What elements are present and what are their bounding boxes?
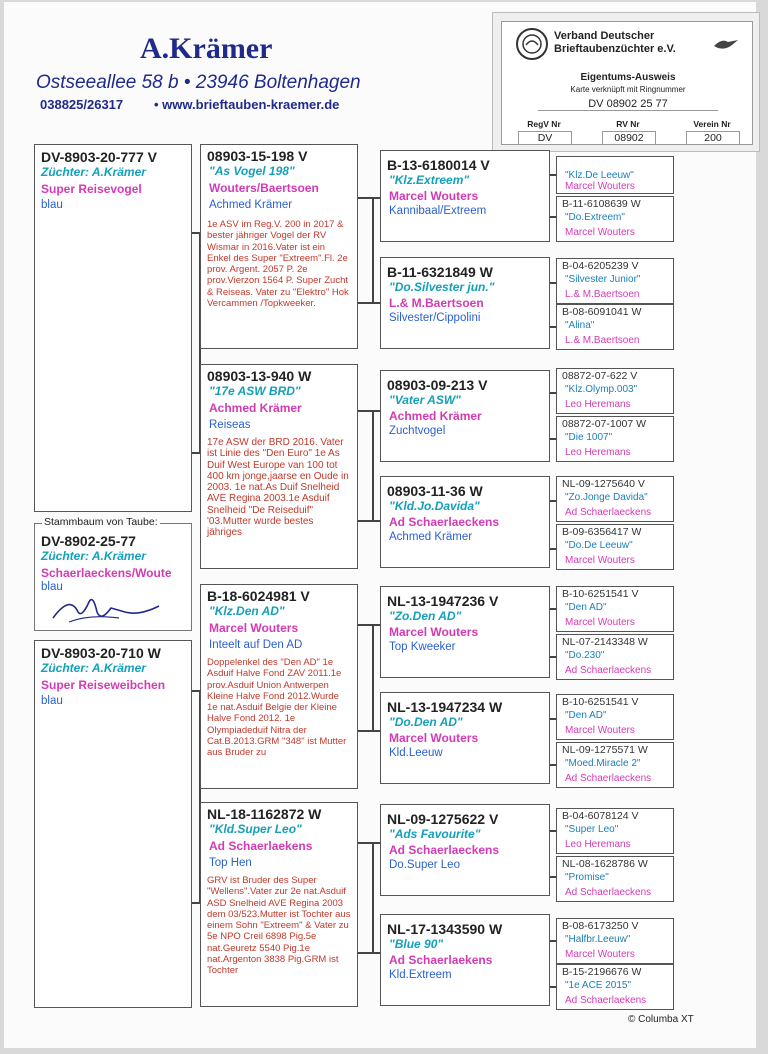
- ownership-card: [492, 12, 760, 152]
- gen3-name: "Vater ASW": [389, 393, 461, 407]
- gen4-ring: B-08-6091041 W: [562, 306, 642, 318]
- gen3-strain: Zuchtvogel: [389, 425, 446, 437]
- mother-ring: DV-8903-20-710 W: [41, 645, 161, 661]
- card-col-header: RegV Nr: [527, 119, 561, 129]
- gen3-box: [380, 476, 550, 568]
- connector: [372, 842, 374, 953]
- card-org-line2: Brieftaubenzüchter e.V.: [554, 43, 676, 55]
- father-color: blau: [41, 199, 63, 211]
- connector: [358, 197, 380, 199]
- gen2-desc: Doppelenkel des "Den AD" 1e Asduif Halve Fond ZAV 2011.1e prov.Asduif Union Antwerpen Kleine Halve Fond 2012.Wurde 1e nat.Asduif Belgie der Kleine Halve Fond 2012. 1e Olympiadeduif Nitra der Cat.B.2013.GRM "348" ist Mutter aus Bruder zu: [207, 657, 347, 759]
- gen2-name: "Klz.Den AD": [209, 604, 285, 618]
- mother-breeder-label: Züchter: A.Krämer: [41, 661, 146, 675]
- gen2-box: [200, 364, 358, 569]
- gen3-box: [380, 257, 550, 349]
- gen2-ring: 08903-15-198 V: [207, 148, 308, 164]
- connector: [358, 624, 380, 626]
- owner-address: Ostseeallee 58 b • 23946 Boltenhagen: [36, 72, 361, 93]
- gen4-name: "Alina": [565, 320, 595, 331]
- gen3-strain: Silvester/Cippolini: [389, 312, 481, 324]
- gen4-box: [556, 964, 674, 1010]
- gen2-ring: 08903-13-940 W: [207, 368, 312, 384]
- gen3-box: [380, 914, 550, 1006]
- gen4-ring: NL-07-2143348 W: [562, 636, 648, 648]
- connector: [358, 952, 380, 954]
- subject-color: blau: [41, 581, 63, 593]
- gen4-breeder: Leo Heremans: [565, 839, 631, 850]
- gen2-desc: GRV ist Bruder des Super "Wellens".Vater zur 2e nat.Asduif ASD Snelheid AVE Regina 2003 dem 03/523.Mutter ist Tochter aus einem Sohn "Extreem" & Vater zu 5e NPO Creil 6898 Pig.5e nat.Geuretz 5540 Pig.1e nat.Argenton 3838 Pig.GRM ist Tochter: [207, 875, 351, 977]
- gen3-strain: Achmed Krämer: [389, 531, 473, 543]
- gen3-name: "Do.Silvester jun.": [389, 280, 495, 294]
- father-breeder-label: Züchter: A.Krämer: [41, 165, 146, 179]
- connector: [372, 197, 374, 303]
- gen2-desc: 17e ASW der BRD 2016. Vater ist Linie des "Den Euro" 1e As Duif West Europe van 100 tot 400 km jonge,jaarse en Oude in 2003. 1e nat.As Duif Snelheid AVE Regina 2003.1e Asduif Snelheid "De Reiseduif" '03.Mutter wurde bestes jähriges: [207, 437, 349, 539]
- gen3-name: "Blue 90": [389, 937, 444, 951]
- connector: [372, 410, 374, 521]
- gen4-name: "Klz.De Leeuw": [565, 170, 634, 181]
- subject-title: Schaerlaeckens/Woute: [41, 566, 172, 580]
- card-col-value: DV: [518, 131, 572, 145]
- gen3-breeder: Ad Schaerlaeckens: [389, 515, 500, 529]
- gen3-strain: Kld.Leeuw: [389, 747, 443, 759]
- gen3-box: [380, 586, 550, 678]
- gen4-ring: B-04-6205239 V: [562, 260, 639, 272]
- gen4-name: "Moed.Miracle 2": [565, 758, 641, 769]
- gen2-ring: B-18-6024981 V: [207, 588, 310, 604]
- gen4-breeder: Ad Schaerlaeckens: [565, 665, 652, 676]
- gen3-name: "Zo.Den AD": [389, 609, 462, 623]
- gen4-name: "Zo.Jonge Davida": [565, 492, 648, 503]
- mother-box: [34, 640, 192, 1008]
- subject-ring: DV-8902-25-77: [41, 533, 136, 549]
- gen4-box: [556, 808, 674, 854]
- gen3-breeder: Ad Schaerlaekens: [389, 953, 493, 967]
- gen4-breeder: Leo Heremans: [565, 399, 631, 410]
- mother-title: Super Reiseweibchen: [41, 678, 166, 692]
- gen4-box: [556, 258, 674, 304]
- owner-website[interactable]: • www.brieftauben-kraemer.de: [154, 97, 340, 112]
- mother-color: blau: [41, 695, 63, 707]
- gen4-breeder: Marcel Wouters: [565, 181, 635, 192]
- subject-breeder-label: Züchter: A.Krämer: [41, 549, 146, 563]
- gen4-box: [556, 476, 674, 522]
- father-box: [34, 144, 192, 512]
- connector: [372, 624, 374, 731]
- gen4-name: "Promise": [565, 872, 609, 883]
- gen2-strain: Reiseas: [209, 419, 251, 431]
- gen4-breeder: Marcel Wouters: [565, 725, 635, 736]
- gen4-box: [556, 156, 674, 194]
- gen4-ring: B-10-6251541 V: [562, 696, 639, 708]
- card-col-header: RV Nr: [616, 119, 640, 129]
- gen4-name: "Die 1007": [565, 432, 613, 443]
- gen2-desc: 1e ASV im Reg.V. 200 in 2017 & bester jähriger Vogel der RV Wismar in 2016.Vater ist ein Enkel des Super "Extreem".Fl. 2e prov. Argent. 2057 P. 2e prov.Vierzon 1564 P. Super Zucht & Reiseas. Vater zu "Elektro" Hok Vercammen /Topkweeker.: [207, 219, 349, 310]
- gen3-box: [380, 692, 550, 784]
- gen4-breeder: Marcel Wouters: [565, 617, 635, 628]
- vdb-logo-icon: [516, 28, 548, 60]
- gen4-box: [556, 856, 674, 902]
- connector: [358, 842, 380, 844]
- gen4-ring: B-09-6356417 W: [562, 526, 642, 538]
- connector: [358, 410, 380, 412]
- card-col-value: 08902: [602, 131, 656, 145]
- gen3-breeder: Ad Schaerlaeckens: [389, 843, 500, 857]
- gen4-breeder: Marcel Wouters: [565, 227, 635, 238]
- gen2-name: "Kld.Super Leo": [209, 822, 302, 836]
- gen3-ring: NL-09-1275622 V: [387, 811, 499, 827]
- gen4-name: "Super Leo": [565, 824, 619, 835]
- gen4-box: [556, 196, 674, 242]
- gen2-strain: Achmed Krämer: [209, 199, 293, 211]
- gen3-breeder: L.& M.Baertsoen: [389, 296, 484, 310]
- gen3-name: "Do.Den AD": [389, 715, 463, 729]
- gen4-breeder: Marcel Wouters: [565, 949, 635, 960]
- gen3-strain: Kld.Extreem: [389, 969, 452, 981]
- gen4-ring: B-15-2196676 W: [562, 966, 642, 978]
- gen4-ring: NL-08-1628786 W: [562, 858, 648, 870]
- father-ring: DV-8903-20-777 V: [41, 149, 157, 165]
- gen3-strain: Do.Super Leo: [389, 859, 460, 871]
- footer-copyright: © Columba XT: [628, 1014, 694, 1025]
- gen2-strain: Top Hen: [209, 857, 252, 869]
- card-col-value: 200: [686, 131, 740, 145]
- card-org-line1: Verband Deutscher: [554, 30, 655, 42]
- gen4-name: "Silvester Junior": [565, 274, 641, 285]
- card-ring: DV 08902 25 77: [538, 98, 718, 111]
- gen3-ring: NL-13-1947234 W: [387, 699, 503, 715]
- gen3-strain: Top Kweeker: [389, 641, 456, 653]
- signature-icon: [49, 592, 169, 626]
- gen4-ring: 08872-07-622 V: [562, 370, 638, 382]
- card-col-header: Verein Nr: [693, 119, 731, 129]
- gen3-strain: Kannibaal/Extreem: [389, 205, 487, 217]
- gen2-breeder: Wouters/Baertsoen: [209, 181, 319, 195]
- gen3-breeder: Marcel Wouters: [389, 731, 479, 745]
- gen4-breeder: Ad Schaerlaeckens: [565, 507, 652, 518]
- connector: [358, 520, 380, 522]
- gen3-name: "Ads Favourite": [389, 827, 481, 841]
- gen3-ring: 08903-11-36 W: [387, 483, 483, 499]
- gen4-ring: NL-09-1275640 V: [562, 478, 645, 490]
- gen2-breeder: Ad Schaerlaekens: [209, 839, 313, 853]
- gen3-breeder: Marcel Wouters: [389, 625, 479, 639]
- gen4-name: "Den AD": [565, 602, 607, 613]
- connector: [358, 302, 380, 304]
- gen4-name: "Den AD": [565, 710, 607, 721]
- gen4-box: [556, 634, 674, 680]
- gen4-name: "Klz.Olymp.003": [565, 384, 638, 395]
- gen2-box: [200, 144, 358, 349]
- gen4-ring: B-11-6108639 W: [562, 198, 641, 210]
- gen4-name: "Halfbr.Leeuw": [565, 934, 631, 945]
- gen3-ring: NL-13-1947236 V: [387, 593, 499, 609]
- gen3-name: "Klz.Extreem": [389, 173, 470, 187]
- gen2-box: [200, 802, 358, 1007]
- gen2-strain: Inteelt auf Den AD: [209, 639, 303, 651]
- gen4-ring: [557, 158, 673, 170]
- gen3-ring: B-11-6321849 W: [387, 264, 493, 280]
- gen3-ring: NL-17-1343590 W: [387, 921, 503, 937]
- subject-box: [34, 523, 192, 631]
- gen3-box: [380, 150, 550, 242]
- gen2-name: "As Vogel 198": [209, 164, 295, 178]
- owner-phone: 038825/26317: [40, 97, 124, 112]
- gen4-ring: B-04-6078124 V: [562, 810, 639, 822]
- gen2-name: "17e ASW BRD": [209, 384, 301, 398]
- gen3-ring: 08903-09-213 V: [387, 377, 488, 393]
- gen4-name: "Do.Extreem": [565, 212, 625, 223]
- gen3-box: [380, 804, 550, 896]
- connector: [358, 730, 380, 732]
- gen3-breeder: Achmed Krämer: [389, 409, 482, 423]
- gen4-ring: B-08-6173250 V: [562, 920, 639, 932]
- gen4-name: "Do.De Leeuw": [565, 540, 633, 551]
- gen3-breeder: Marcel Wouters: [389, 189, 479, 203]
- gen3-name: "Kld.Jo.Davida": [389, 499, 480, 513]
- gen4-box: [556, 304, 674, 350]
- owner-name: A.Krämer: [140, 32, 273, 65]
- gen4-breeder: Ad Schaerlaekens: [565, 995, 647, 1006]
- card-subtitle: Karte verknüpft mit Ringnummer: [570, 85, 686, 94]
- card-title: Eigentums-Ausweis: [580, 72, 676, 83]
- gen2-ring: NL-18-1162872 W: [207, 806, 322, 822]
- gen4-ring: NL-09-1275571 W: [562, 744, 648, 756]
- subject-caption: Stammbaum von Taube:: [44, 516, 158, 528]
- gen4-box: [556, 416, 674, 462]
- gen4-breeder: L.& M.Baertsoen: [565, 289, 640, 300]
- gen4-breeder: Marcel Wouters: [565, 555, 635, 566]
- father-title: Super Reisevogel: [41, 182, 142, 196]
- gen4-box: [556, 586, 674, 632]
- gen2-box: [200, 584, 358, 789]
- gen4-name: "1e ACE 2015": [565, 980, 632, 991]
- gen4-box: [556, 918, 674, 964]
- gen4-box: [556, 368, 674, 414]
- gen4-box: [556, 742, 674, 788]
- pigeon-icon: [712, 36, 740, 57]
- gen4-box: [556, 694, 674, 740]
- gen4-breeder: Leo Heremans: [565, 447, 631, 458]
- pedigree-sheet: [4, 2, 756, 1048]
- gen4-ring: B-10-6251541 V: [562, 588, 639, 600]
- gen4-ring: 08872-07-1007 W: [562, 418, 647, 430]
- gen4-box: [556, 524, 674, 570]
- gen2-breeder: Achmed Krämer: [209, 401, 302, 415]
- gen4-breeder: Ad Schaerlaeckens: [565, 887, 652, 898]
- gen3-box: [380, 370, 550, 462]
- gen4-name: "Do.230": [565, 650, 605, 661]
- gen4-breeder: L.& M.Baertsoen: [565, 335, 640, 346]
- gen3-ring: B-13-6180014 V: [387, 157, 490, 173]
- gen2-breeder: Marcel Wouters: [209, 621, 299, 635]
- gen4-breeder: Ad Schaerlaeckens: [565, 773, 652, 784]
